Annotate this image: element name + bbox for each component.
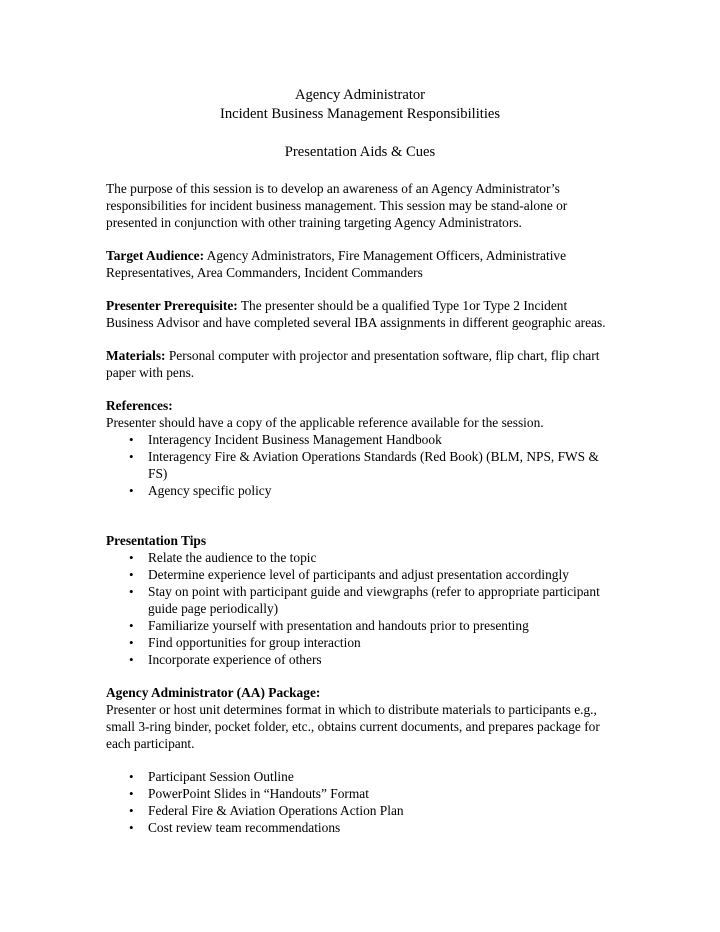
presenter-prerequisite-label: Presenter Prerequisite: [106,298,238,313]
intro-paragraph: The purpose of this session is to develop an awareness of an Agency Administrator’s responsibilities for incident business management. This session may be stand-alone or presented in conjunction with other training targeting Agency Administrators. [106,181,568,230]
bullet-icon: • [129,803,134,818]
list-item: • Cost review team recommendations [129,820,341,835]
title-line-1: Agency Administrator [294,87,426,103]
list-item: • Participant Session Outline [129,769,294,784]
bullet-icon: • [129,584,134,599]
references-list [106,431,616,499]
list-item: • Familiarize yourself with presentation and handouts prior to presenting [129,618,529,633]
target-audience-section [106,247,616,281]
references-section [106,397,616,499]
bullet-icon: • [129,550,134,565]
presentation-tips-label: Presentation Tips [106,533,207,548]
materials-section [106,347,616,381]
aa-package-label: Agency Administrator (AA) Package: [106,685,321,700]
bullet-icon: • [129,567,134,582]
aa-package-section [106,684,616,836]
aa-package-list [106,768,616,836]
materials-label: Materials: [106,348,166,363]
bullet-icon: • [129,449,134,464]
document-subtitle: Presentation Aids & Cues [284,144,436,160]
list-item: • PowerPoint Slides in “Handouts” Format [129,786,369,801]
bullet-icon: • [129,769,134,784]
list-item: • Stay on point with participant guide and viewgraphs (refer to appropriate participant guide page periodically) [129,584,600,616]
document-header [106,86,614,162]
bullet-icon: • [129,635,134,650]
bullet-icon: • [129,432,134,447]
list-item: • Agency specific policy [129,483,272,498]
list-item: • Interagency Incident Business Management Handbook [129,432,442,447]
bullet-icon: • [129,652,134,667]
title-line-2: Incident Business Management Responsibilities [219,106,501,122]
list-item: • Interagency Fire & Aviation Operations Standards (Red Book) (BLM, NPS, FWS & FS) [129,449,599,481]
bullet-icon: • [129,618,134,633]
list-item: • Determine experience level of participants and adjust presentation accordingly [129,567,569,582]
presenter-prerequisite-section [106,297,616,331]
bullet-icon: • [129,786,134,801]
target-audience-text: Agency Administrators, Fire Management Officers, Administrative Representatives, Area Commanders, Incident Commanders [106,248,567,280]
materials-text: Personal computer with projector and presentation software, flip chart, flip chart paper with pens. [106,348,600,380]
aa-package-intro: Presenter or host unit determines format in which to distribute materials to participants e.g., small 3-ring binder, pocket folder, etc., obtains current documents, and prepares package for each participant. [106,702,600,751]
references-intro: Presenter should have a copy of the applicable reference available for the session. [106,415,544,430]
presenter-prerequisite-text: The presenter should be a qualified Type 1or Type 2 Incident Business Advisor and have completed several IBA assignments in different geographic areas. [106,298,606,330]
list-item: • Federal Fire & Aviation Operations Action Plan [129,803,404,818]
presentation-tips-section [106,532,616,668]
document-body [106,86,616,836]
presentation-tips-list [106,549,616,668]
bullet-icon: • [129,483,134,498]
list-item: • Find opportunities for group interaction [129,635,361,650]
bullet-icon: • [129,820,134,835]
target-audience-label: Target Audience: [106,248,205,263]
list-item: • Relate the audience to the topic [129,550,317,565]
list-item: • Incorporate experience of others [129,652,322,667]
references-label: References: [106,398,173,413]
